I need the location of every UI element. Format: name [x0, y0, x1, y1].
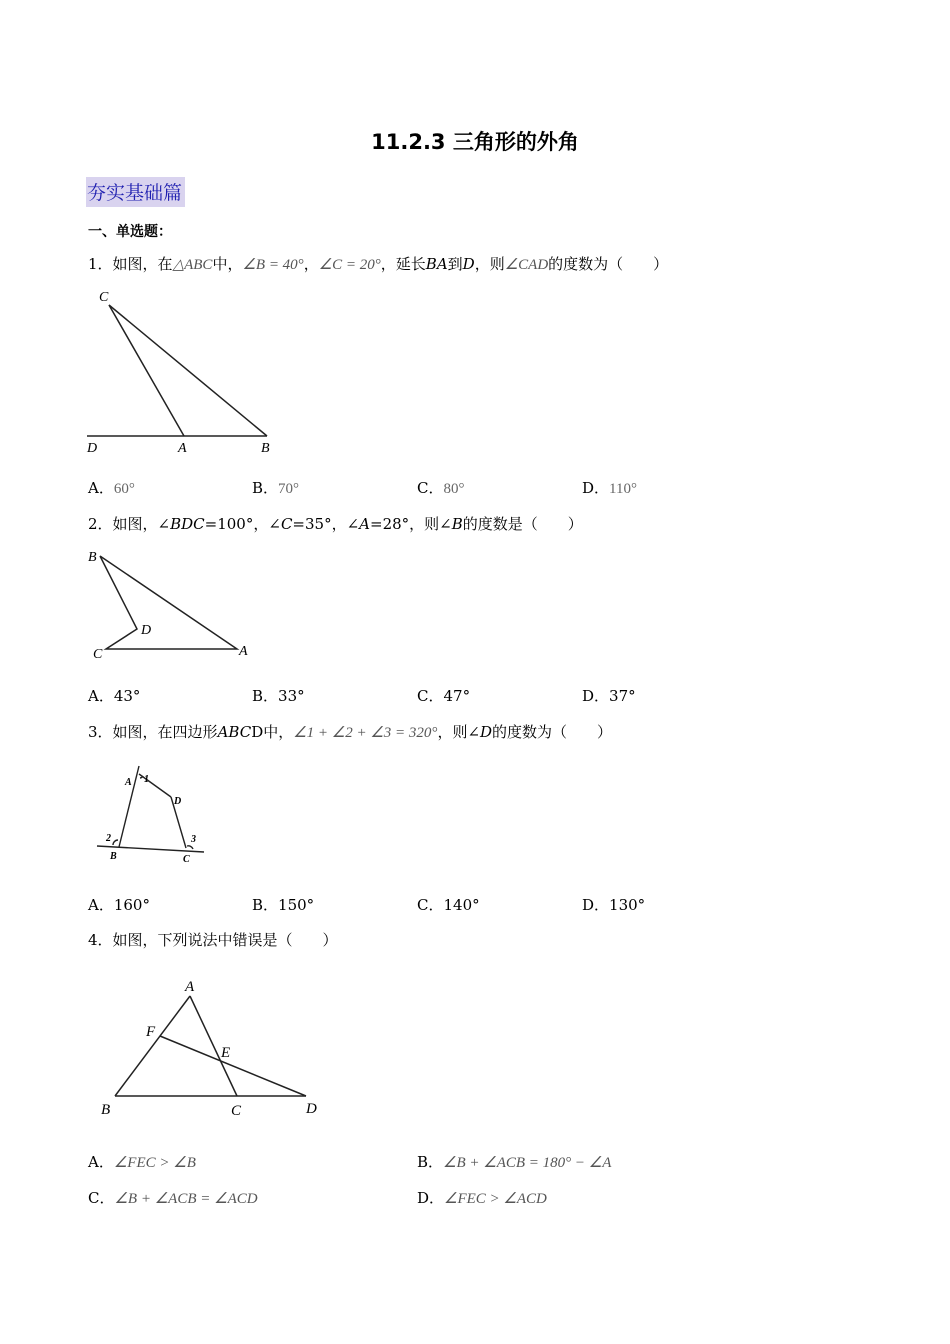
question-number: 3．	[88, 723, 113, 741]
math-expression: ∠1 + ∠2 + ∠3 = 320°	[293, 725, 438, 741]
point-label-b: B	[88, 550, 97, 565]
option-value: 140°	[443, 896, 480, 914]
option-d[interactable]: D．37°	[582, 687, 636, 705]
option-value: 70°	[278, 481, 300, 497]
option-c[interactable]: C．80°	[417, 479, 465, 497]
option-value: 130°	[609, 896, 646, 914]
point-label-c: C	[231, 1103, 242, 1119]
option-value: 47°	[443, 687, 471, 705]
option-d[interactable]: D．130°	[582, 896, 646, 914]
question-number: 4．	[88, 931, 113, 949]
option-value: 60°	[113, 481, 135, 497]
angle-label-2: 2	[106, 833, 111, 844]
option-value: 80°	[443, 481, 465, 497]
option-b[interactable]: B．33°	[252, 687, 305, 705]
question-number: 2．	[88, 515, 113, 533]
option-c[interactable]: C．∠B + ∠ACB = ∠ACD	[88, 1189, 258, 1207]
question-number: 1．	[88, 255, 113, 273]
point-label-a: A	[125, 777, 132, 788]
angle-label-3: 3	[191, 834, 196, 845]
math-expression: ∠C = 20°	[318, 257, 381, 273]
question-2: 2．如图，∠BDC=100°，∠C=35°，∠A=28°，则∠B的度数是（ ）	[88, 515, 583, 533]
question-type-heading: 一、单选题：	[88, 224, 172, 240]
math-expression: ∠B = 40°	[242, 257, 304, 273]
point-label-d: D	[306, 1101, 317, 1117]
option-b[interactable]: B．70°	[252, 479, 300, 497]
option-d[interactable]: D．∠FEC > ∠ACD	[417, 1189, 547, 1207]
option-value: ∠FEC > ∠B	[113, 1155, 196, 1171]
math-expression: ∠CAD	[504, 257, 549, 273]
option-value: 37°	[609, 687, 636, 705]
page-title: 11.2.3 三角形的外角	[371, 130, 579, 154]
option-value: 150°	[278, 896, 315, 914]
option-value: ∠B + ∠ACB = ∠ACD	[114, 1191, 258, 1207]
point-label-b: B	[101, 1102, 111, 1118]
option-value: 43°	[113, 687, 141, 705]
point-label-c: C	[183, 854, 190, 865]
point-label-f: F	[146, 1024, 156, 1040]
option-a[interactable]: A．43°	[88, 687, 141, 705]
option-d[interactable]: D．110°	[582, 479, 637, 497]
point-label-c: C	[99, 290, 109, 305]
option-a[interactable]: A．60°	[88, 479, 135, 497]
point-label-c: C	[93, 647, 103, 662]
point-label-a: A	[178, 441, 187, 456]
option-c[interactable]: C．47°	[417, 687, 471, 705]
point-label-d: D	[141, 623, 152, 638]
option-c[interactable]: C．140°	[417, 896, 480, 914]
point-label-a: A	[239, 644, 248, 659]
option-a[interactable]: A．160°	[88, 896, 150, 914]
point-label-b: B	[261, 441, 270, 456]
option-value: 33°	[278, 687, 305, 705]
option-value: 160°	[113, 896, 150, 914]
option-value: ∠FEC > ∠ACD	[444, 1191, 547, 1207]
option-value: ∠B + ∠ACB = 180° − ∠A	[443, 1155, 612, 1171]
point-label-e: E	[221, 1045, 231, 1061]
option-b[interactable]: B．150°	[252, 896, 315, 914]
point-label-d: D	[174, 796, 182, 807]
angle-label-1: 1	[144, 774, 149, 785]
question-4: 4．如图，下列说法中错误是（ ）	[88, 931, 338, 949]
section-heading: 夯实基础篇	[86, 177, 185, 207]
question-1: 1．如图，在△ABC中，∠B = 40°，∠C = 20°，延长BA到D，则∠CAD的度数为（ ）	[88, 255, 669, 273]
option-a[interactable]: A．∠FEC > ∠B	[88, 1153, 196, 1171]
point-label-b: B	[110, 851, 117, 862]
question-3: 3．如图，在四边形ABCD中，∠1 + ∠2 + ∠3 = 320°，则∠D的度数为（ ）	[88, 723, 613, 741]
point-label-d: D	[87, 441, 98, 456]
math-expression: △ABC	[172, 257, 213, 273]
option-value: 110°	[609, 481, 637, 497]
option-b[interactable]: B．∠B + ∠ACB = 180° − ∠A	[417, 1153, 612, 1171]
point-label-a: A	[185, 979, 195, 995]
